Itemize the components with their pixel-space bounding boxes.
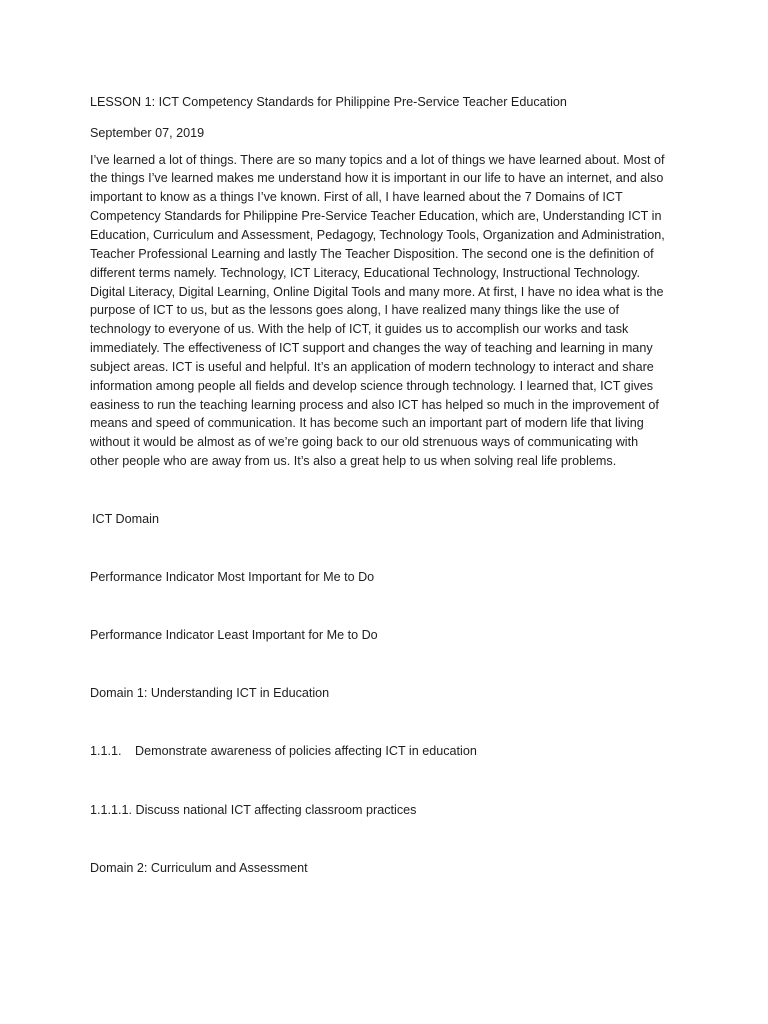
paragraph-line: Education, Curriculum and Assessment, Pedagogy, Technology Tools, Organization and Administration,: [90, 227, 665, 242]
paragraph-line: means and speed of communication. It has become such an important part of modern life that living: [90, 416, 644, 431]
paragraph-line: purpose of ICT to us, but as the lessons goes along, I have realized many things like the use of: [90, 303, 620, 318]
paragraph-line: technology to everyone of us. With the help of ICT, it guides us to accomplish our works and task: [90, 322, 629, 337]
indicator-1-1-1-text: Demonstrate awareness of policies affecting ICT in education: [135, 744, 477, 758]
least-important-label: Performance Indicator Least Important for Me to Do: [90, 628, 378, 642]
domain-2-heading: Domain 2: Curriculum and Assessment: [90, 861, 308, 875]
lesson-date: September 07, 2019: [90, 125, 205, 140]
domain-1-heading: Domain 1: Understanding ICT in Education: [90, 686, 330, 700]
paragraph-line: I’ve learned a lot of things. There are so many topics and a lot of things we have learned about. Most of: [90, 152, 665, 167]
paragraph-line: the things I’ve learned makes me understand how it is important in our life to have an internet, and also: [90, 171, 664, 186]
indicator-1-1-1-number: 1.1.1.: [90, 744, 122, 758]
paragraph-line: Teacher Professional Learning and lastly The Teacher Disposition. The second one is the definition of: [90, 246, 654, 261]
paragraph-line: important to know as a things I’ve known. First of all, I have learned about the 7 Domains of ICT: [90, 190, 623, 205]
ict-domain-label: ICT Domain: [92, 512, 159, 526]
paragraph-line: immediately. The effectiveness of ICT support and changes the way of teaching and learning in many: [90, 341, 653, 356]
most-important-label: Performance Indicator Most Important for Me to Do: [90, 570, 375, 584]
reflection-paragraph: [90, 151, 690, 471]
document-page: [90, 93, 690, 875]
paragraph-line: different terms namely. Technology, ICT Literacy, Educational Technology, Instructional Technology.: [90, 265, 640, 280]
paragraph-line: Competency Standards for Philippine Pre-Service Teacher Education, which are, Understanding ICT in: [90, 209, 662, 224]
paragraph-line: without it would be almost as of we’re going back to our old strenuous ways of communicating with: [90, 435, 639, 450]
paragraph-line: information among people all fields and develop science through technology. I learned that, ICT gives: [90, 378, 654, 393]
paragraph-line: other people who are away from us. It’s also a great help to us when solving real life problems.: [90, 454, 617, 469]
paragraph-line: easiness to run the teaching learning process and also ICT has helped so much in the improvement of: [90, 397, 659, 412]
paragraph-line: Digital Literacy, Digital Learning, Online Digital Tools and many more. At first, I have no idea what is the: [90, 284, 664, 299]
indicator-1-1-1-1: 1.1.1.1. Discuss national ICT affecting classroom practices: [90, 803, 417, 817]
indicator-1-1-1: [90, 742, 477, 761]
paragraph-line: subject areas. ICT is useful and helpful. It’s an application of modern technology to interact and share: [90, 359, 654, 374]
lesson-title: LESSON 1: ICT Competency Standards for Philippine Pre-Service Teacher Education: [90, 95, 567, 109]
